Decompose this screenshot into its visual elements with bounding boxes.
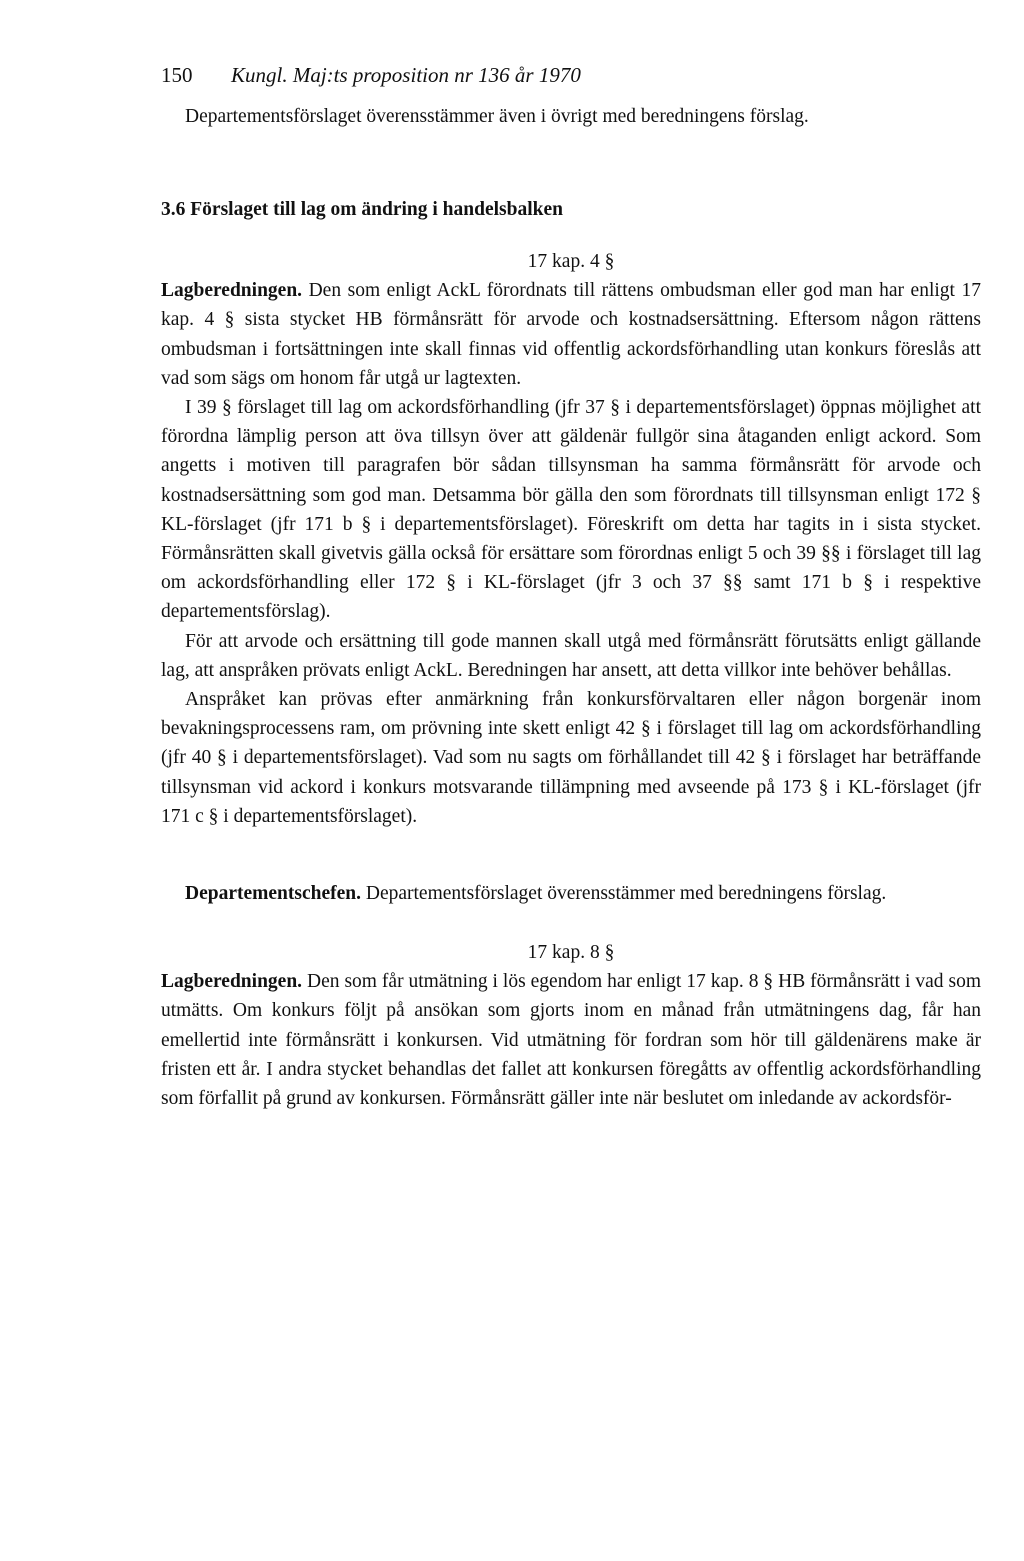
speaker-label: Lagberedningen. xyxy=(161,280,303,302)
departementschefen-paragraph xyxy=(161,879,981,908)
paragraph-text: Den som enligt AckL förordnats till rättens ombudsman eller god man har enligt 17 kap. 4 § sista stycket HB förmånsrätt för arvode och kostnadsersättning. Eftersom någon rättens ombudsman i fortsättningen inte skall finnas vid offentlig ackordsförhandling utan konkurs föreslås att vad som sägs om honom får utgå ur lagtexten. xyxy=(161,280,982,389)
subsection-title-17-8: 17 kap. 8 § xyxy=(527,942,615,964)
intro-paragraph: Departementsförslaget överensstämmer även i övrigt med beredningens förslag. xyxy=(185,106,809,127)
lagberedningen-paragraph-4: Anspråket kan prövas efter anmärkning från konkursförvaltaren eller någon borgenär inom bevakningsprocessens ram, om prövning inte skett enligt 42 § i förslaget till lag om ackordsförhandling (jfr 40 § i departementsförslaget). Vad som nu sagts om förhållandet till 42 § i förslaget har beträffande tillsynsman vid ackord i konkurs motsvarande tillämpning med avseende på 173 § i KL-förslaget (jfr 171 c § i departementsförslaget). xyxy=(161,689,981,827)
paragraph-text: Departementsförslaget överensstämmer med beredningens förslag. xyxy=(365,883,887,905)
lagberedningen-paragraph-1 xyxy=(161,276,981,393)
page-header xyxy=(161,60,981,90)
subsection-title-17-4: 17 kap. 4 § xyxy=(527,251,615,273)
lagberedningen-paragraph-5 xyxy=(161,967,981,1113)
speaker-label: Departementschefen. xyxy=(185,883,361,905)
lagberedningen-paragraph-3: För att arvode och ersättning till gode mannen skall utgå med förmånsrätt förutsätts enligt gällande lag, att anspråken prövats enligt AckL. Beredningen har ansett, att detta villkor inte behöver behållas. xyxy=(161,630,981,681)
document-page xyxy=(161,60,981,1113)
paragraph-text: Den som får utmätning i lös egendom har enligt 17 kap. 8 § HB förmånsrätt i vad som utmätts. Om konkurs följt på ansökan som gjorts inom en månad från utmätningens dag, får han emellertid inte förmånsrätt i konkursen. Vid utmätning för fordran som hör till gäldenärens make är fristen ett år. I andra stycket behandlas det fallet att konkursen föregåtts av offentlig ackordsförhandling som förfallit på grund av konkursen. Förmånsrätt gäller inte när beslutet om inledande av ackordsför- xyxy=(161,971,981,1110)
page-number: 150 xyxy=(161,63,193,87)
running-title: Kungl. Maj:ts proposition nr 136 år 1970 xyxy=(231,63,581,87)
section-heading: 3.6 Förslaget till lag om ändring i handelsbalken xyxy=(161,199,563,221)
lagberedningen-paragraph-2: I 39 § förslaget till lag om ackordsförhandling (jfr 37 § i departementsförslaget) öppnas möjlighet att förordna lämplig person att öva tillsyn över att gäldenär fullgör sina åtaganden enligt ackord. Som angetts i motiven till paragrafen bör sådan tillsynsman ha samma förmånsrätt för arvode och kostnadsersättning som god man. Detsamma bör gälla den som förordnats till tillsynsman enligt 172 § KL-förslaget (jfr 171 b § i departementsförslaget). Föreskrift om detta har tagits in i sista stycket. Förmånsrätten skall givetvis gälla också för ersättare som förordnas enligt 5 och 39 §§ i förslaget till lag om ackordsförhandling eller 172 § i KL-förslaget (jfr 3 och 37 §§ samt 171 b § i respektive departementsförslag). xyxy=(161,397,981,623)
speaker-label: Lagberedningen. xyxy=(161,971,303,993)
